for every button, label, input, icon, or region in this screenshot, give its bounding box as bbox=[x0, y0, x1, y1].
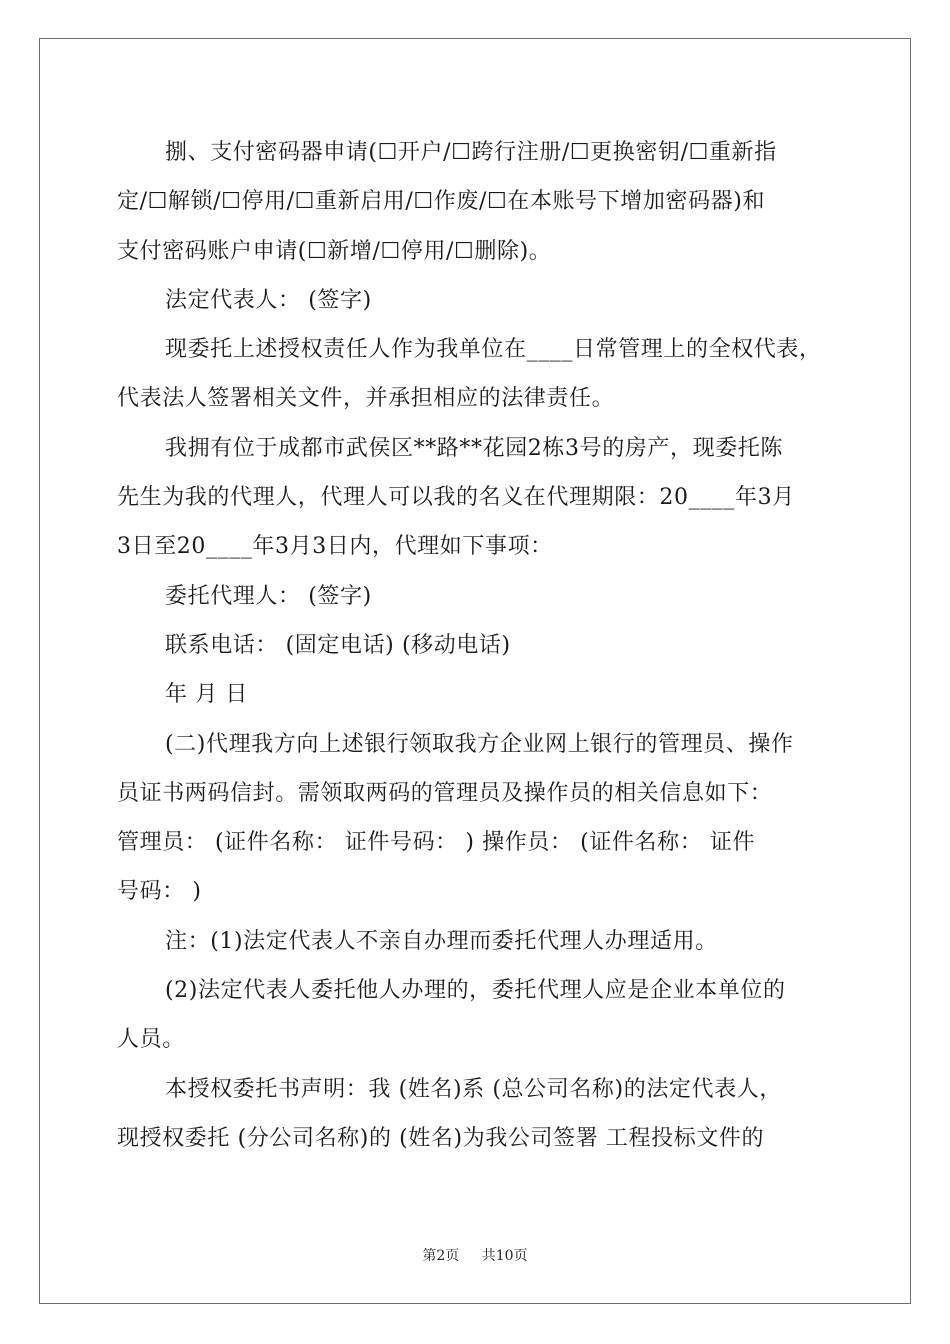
page-footer bbox=[0, 1245, 950, 1265]
text-line: 现授权委托 (分公司名称)的 (姓名)为我公司签署 工程投标文件的 bbox=[117, 1125, 765, 1151]
text-line: (2)法定代表人委托他人办理的，委托代理人应是企业本单位的 bbox=[165, 978, 786, 1004]
text-line: 法定代表人： (签字) bbox=[165, 287, 372, 313]
text-line: 管理员： (证件名称： 证件号码： ) 操作员： (证件名称： 证件 bbox=[117, 830, 756, 856]
page-total: 共10页 bbox=[481, 1248, 528, 1264]
text-line: 联系电话： (固定电话) (移动电话) bbox=[165, 632, 511, 658]
text-line: 支付密码账户申请(☐新增/☐停用/☐删除)。 bbox=[117, 238, 552, 264]
text-line: 人员。 bbox=[117, 1027, 185, 1053]
text-line: 注：(1)法定代表人不亲自办理而委托代理人办理适用。 bbox=[165, 928, 718, 954]
text-line: 捌、支付密码器申请(☐开户/☐跨行注册/☐更换密钥/☐重新指 bbox=[165, 140, 777, 165]
text-line: 先生为我的代理人，代理人可以我的名义在代理期限：20____年3月 bbox=[117, 485, 795, 511]
text-line: 本授权委托书声明：我 (姓名)系 (总公司名称)的法定代表人， bbox=[165, 1076, 782, 1102]
text-line: 我拥有位于成都市武侯区**路**花园2栋3号的房产，现委托陈 bbox=[165, 435, 783, 461]
text-line: 年 月 日 bbox=[165, 682, 248, 708]
text-line: 定/☐解锁/☐停用/☐重新启用/☐作废/☐在本账号下增加密码器)和 bbox=[117, 189, 766, 215]
page-number: 第2页 bbox=[422, 1248, 460, 1264]
text-line: 3日至20____年3月3日内，代理如下事项： bbox=[117, 534, 553, 560]
text-line: (二)代理我方向上述银行领取我方企业网上银行的管理员、操作 bbox=[165, 731, 794, 757]
text-line: 委托代理人： (签字) bbox=[165, 583, 372, 609]
text-line: 代表法人签署相关文件，并承担相应的法律责任。 bbox=[117, 386, 615, 412]
document-body bbox=[117, 128, 837, 1163]
text-line: 员证书两码信封。需领取两码的管理员及操作员的相关信息如下： bbox=[117, 780, 773, 806]
text-line: 号码： ) bbox=[117, 879, 202, 905]
text-line: 现委托上述授权责任人作为我单位在____日常管理上的全权代表， bbox=[165, 337, 822, 363]
